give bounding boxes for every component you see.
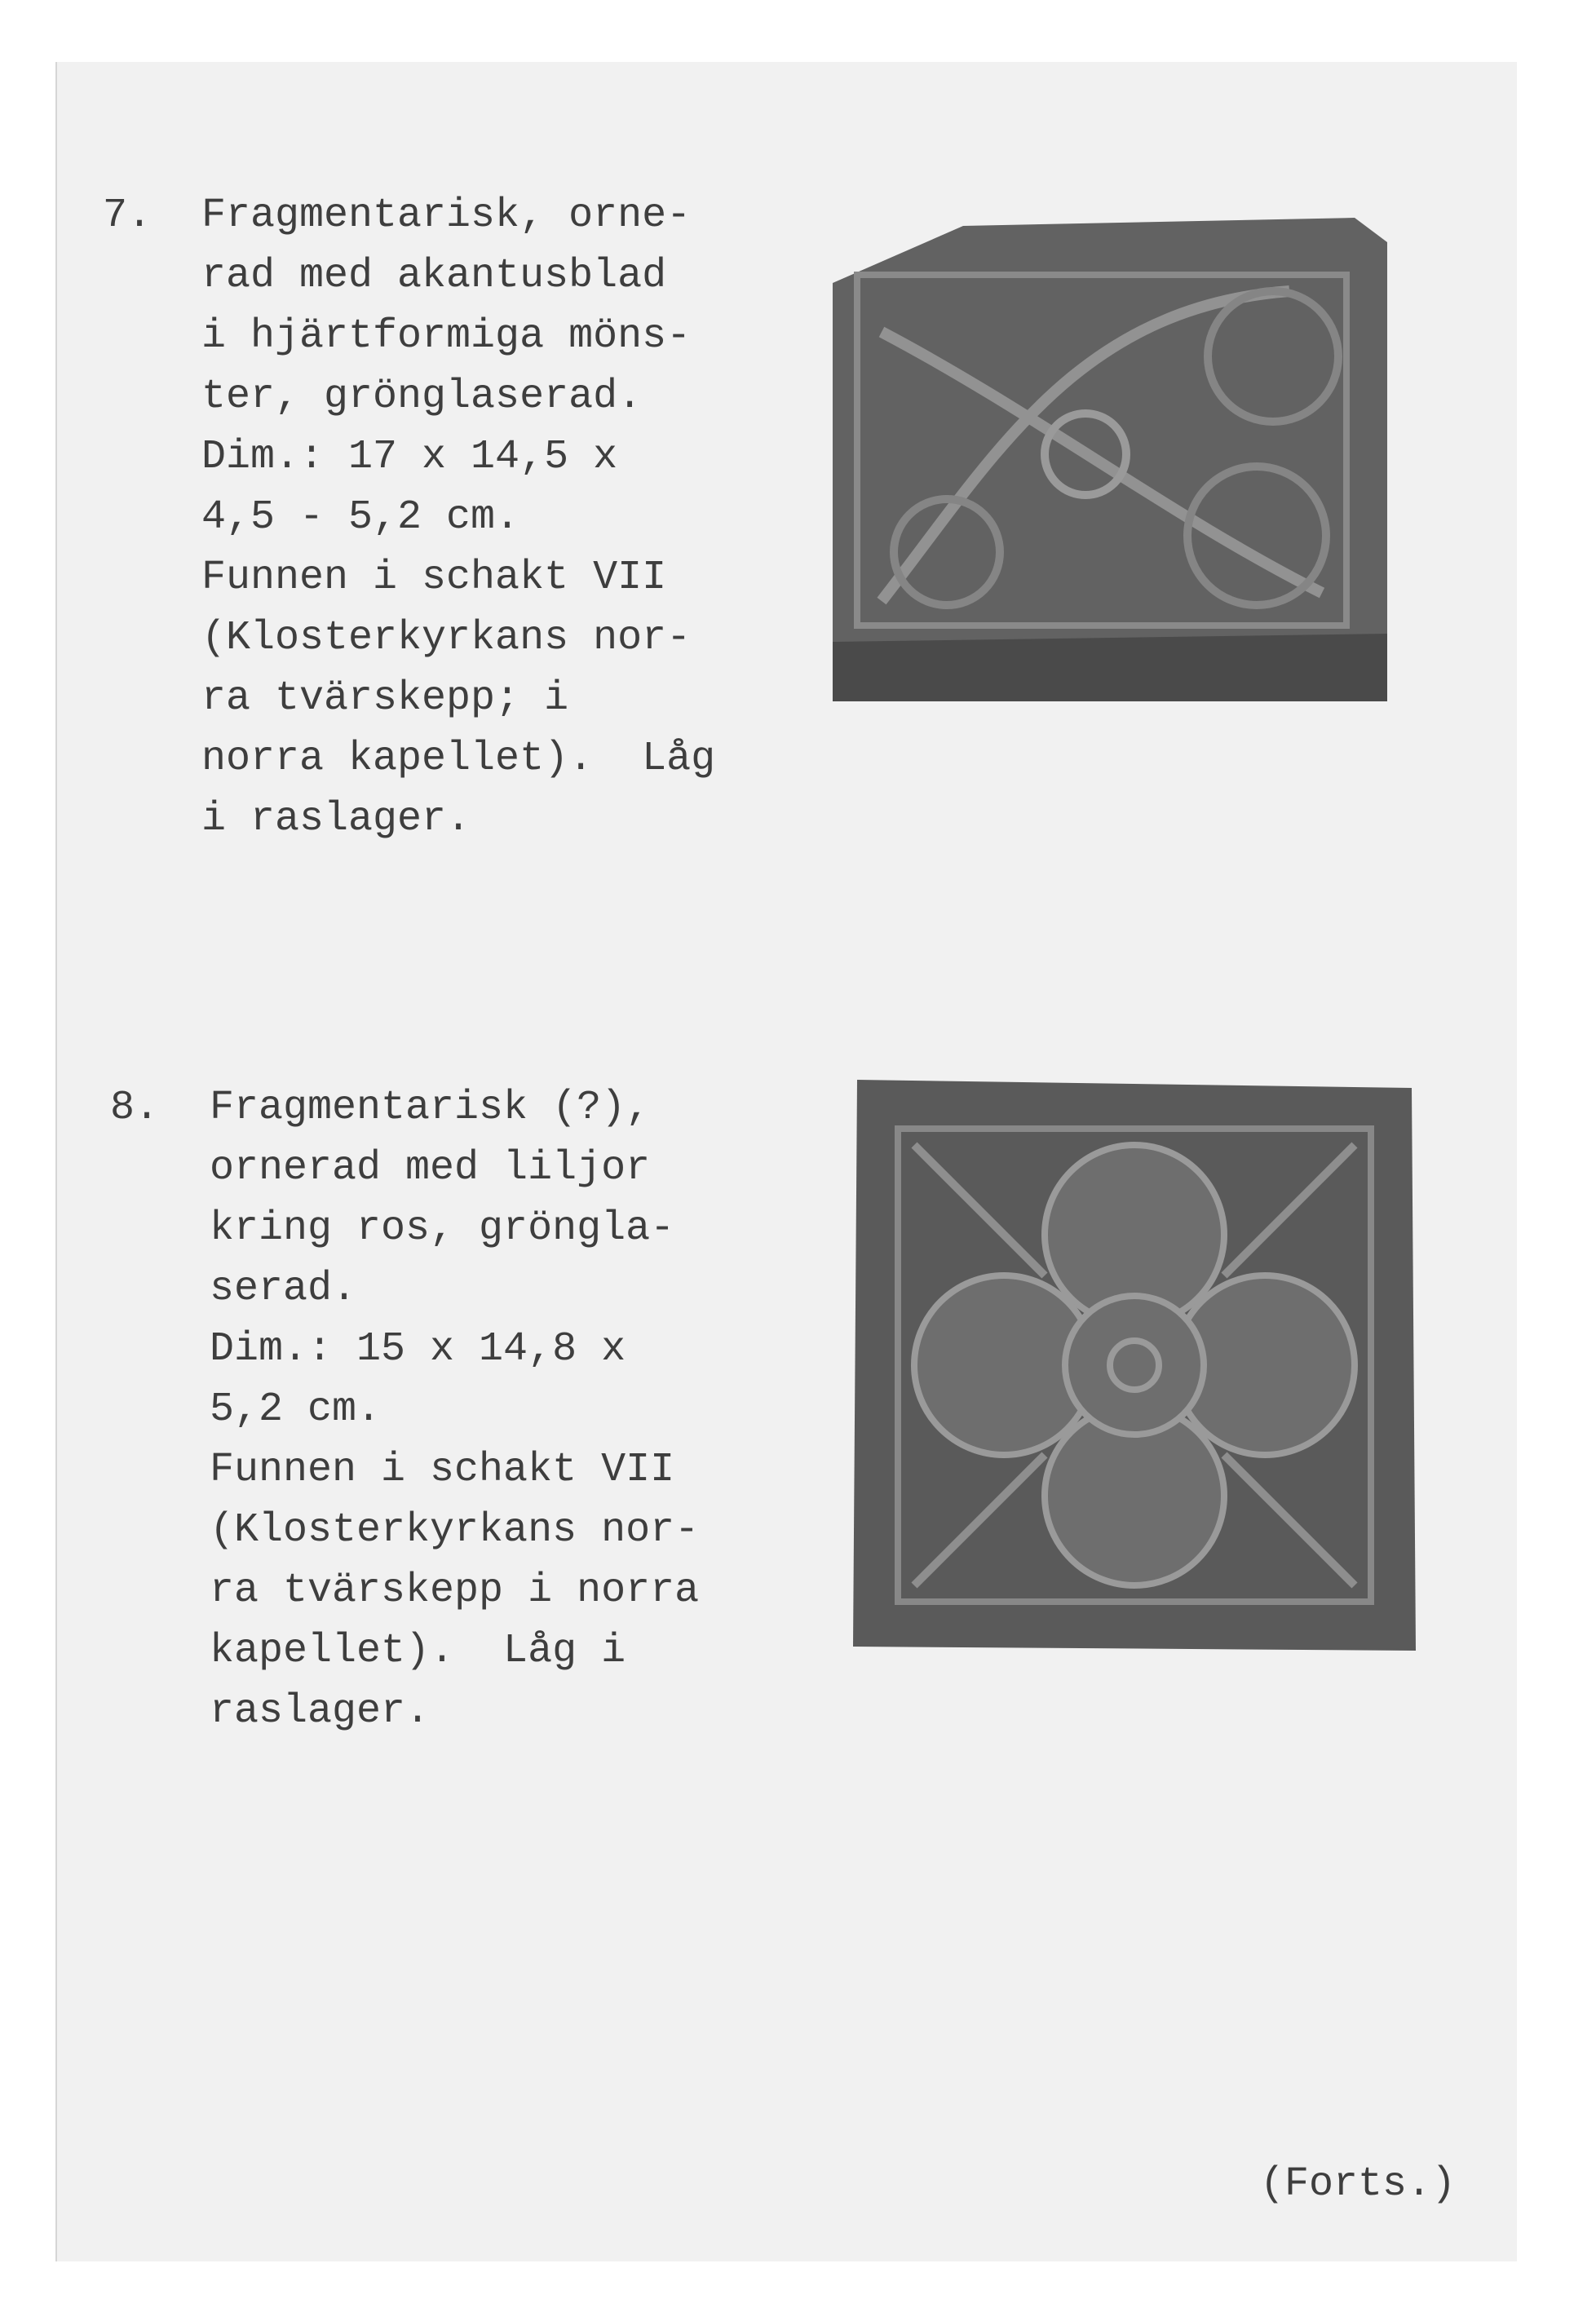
description-line: serad. [210,1266,357,1312]
description-line: (Klosterkyrkans nor- [201,615,692,661]
description-line: ter, grönglaserad. [201,374,643,420]
description-line: norra kapellet). Låg [201,736,716,782]
entry-7-tile-photo [833,210,1387,701]
description-line: 5,2 cm. [210,1386,382,1433]
description-line: raslager. [210,1688,431,1735]
entry-8-number: 8. [110,1085,160,1131]
description-line: Fragmentarisk, orne- [201,192,692,239]
description-line: Fragmentarisk (?), [210,1085,651,1131]
description-line: i hjärtformiga möns- [201,313,692,360]
entry-8-tile-photo [841,1072,1424,1659]
description-line: ornerad med liljor [210,1145,651,1191]
entry-7-number: 7. [103,192,153,239]
description-line: Dim.: 15 x 14,8 x [210,1326,626,1373]
continued-note: (Forts.) [1260,2161,1457,2208]
description-line: Dim.: 17 x 14,5 x [201,434,618,480]
description-line: Funnen i schakt VII [201,555,667,601]
entry-8-description [210,1078,699,1742]
description-line: rad med akantusblad [201,253,667,299]
description-line: ra tvärskepp i norra [210,1567,700,1614]
description-line: (Klosterkyrkans nor- [210,1507,700,1554]
description-line: i raslager. [201,796,471,842]
description-line: kapellet). Låg i [210,1628,626,1674]
description-line: 4,5 - 5,2 cm. [201,494,520,541]
description-line: kring ros, gröngla- [210,1205,675,1252]
description-line: Funnen i schakt VII [210,1447,675,1493]
description-line: ra tvärskepp; i [201,675,569,722]
entry-7-description [201,186,715,850]
